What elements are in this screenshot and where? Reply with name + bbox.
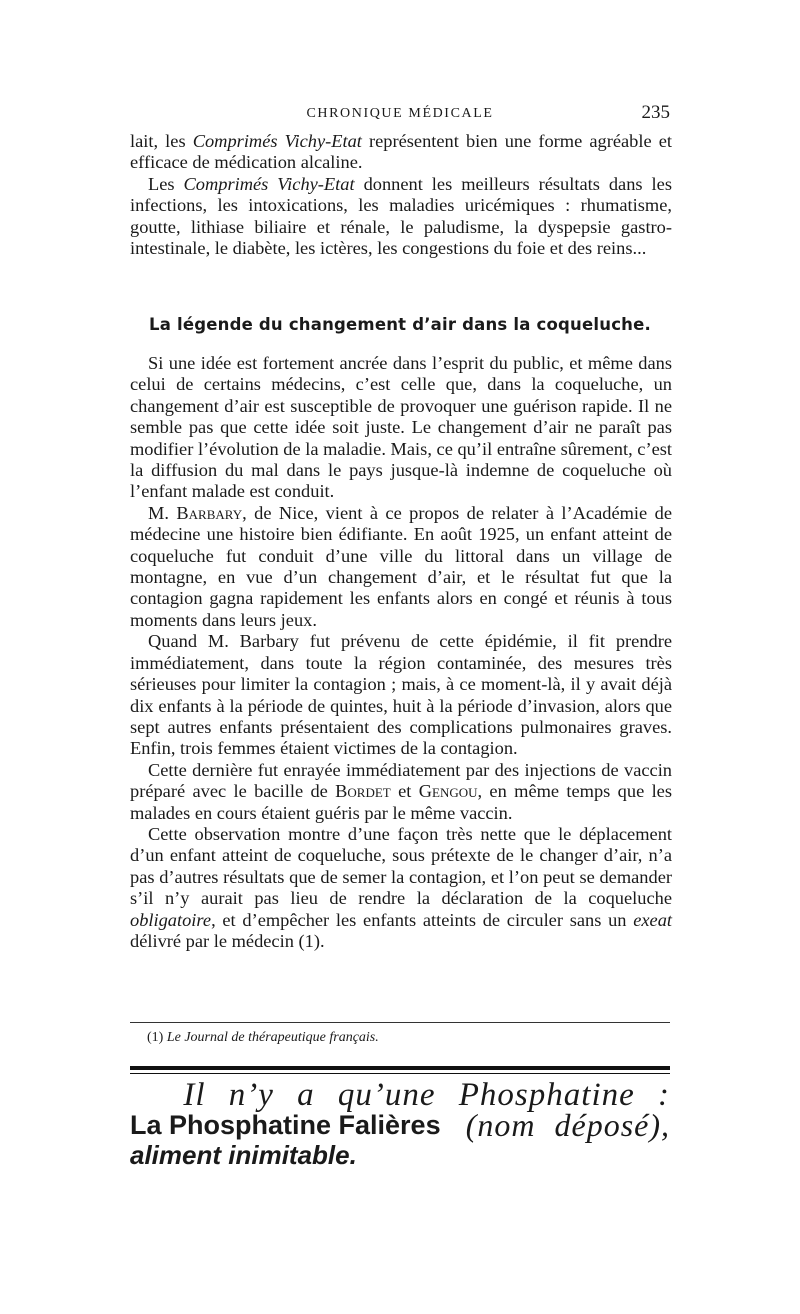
advert-trademark-note: (nom déposé), bbox=[465, 1107, 670, 1143]
section-paragraph-3: Quand M. Barbary fut prévenu de cette épidémie, il fit prendre immédiatement, dans toute la région contaminée, des mesures très sérieuses pour limiter la contagion ; mais, à ce moment-là, il y avait déjà dix enfants à la période de quintes, huit à la période d’invasion, alors que sept autres enfants présentaient des complications pulmonaires graves. Enfin, trois femmes étaient victimes de la contagion. bbox=[130, 631, 672, 759]
intro-paragraph-2: Les Comprimés Vichy-Etat donnent les meilleurs résultats dans les infections, les intoxications, les maladies uricémiques : rhumatisme, goutte, lithiase biliaire et rénale, le paludisme, la dyspepsie gastro-intestinale, le diabète, les ictères, les congestions du foie et des reins... bbox=[130, 173, 672, 259]
advert-rule-thick bbox=[130, 1066, 670, 1070]
running-header bbox=[130, 102, 670, 130]
footnote: (1) Le Journal de thérapeutique français. bbox=[147, 1030, 379, 1045]
advert-line-3: aliment inimitable. bbox=[130, 1140, 357, 1170]
footnote-rule bbox=[130, 1022, 670, 1023]
advert-rule-thin bbox=[130, 1073, 670, 1074]
advert-brand: La Phosphatine Falières bbox=[130, 1110, 441, 1140]
section-paragraph-5: Cette observation montre d’une façon très nette que le déplacement d’un enfant atteint de coqueluche, sous prétexte de le changer d’air, n’a pas d’autres résultats que de semer la contagion, et l’on peut se demander s’il n’y aurait pas lieu de rendre la déclaration de la coqueluche obligatoire, et d’empêcher les enfants atteints de circuler sans un exeat délivré par le médecin (1). bbox=[130, 823, 672, 951]
section-paragraph-1: Si une idée est fortement ancrée dans l’esprit du public, et même dans celui de certains médecins, c’est celle que, dans la coqueluche, un changement d’air est susceptible de provoquer une guérison rapide. Il ne semble pas que cette idée soit juste. Le changement d’air ne paraît pas modifier l’évolution de la maladie. Mais, ce qu’il entraîne sûrement, c’est la diffusion du mal dans le pays jusque-là indemne de coqueluche où l’enfant malade est conduit. bbox=[130, 353, 672, 502]
advert-line-1: Il n’y a qu’une Phosphatine : bbox=[183, 1077, 670, 1113]
section-paragraph-2: M. Barbary, de Nice, vient à ce propos de relater à l’Académie de médecine une histoire bien édifiante. En août 1925, un enfant atteint de coqueluche fut conduit d’une ville du littoral dans un village de montagne, en vue d’un changement d’air, et le résultat fut que la contagion gagna rapidement les enfants alors en congé et réunis à tous moments dans leurs jeux. bbox=[130, 502, 672, 630]
running-title: CHRONIQUE MÉDICALE bbox=[306, 106, 494, 121]
intro-paragraph-1: lait, les Comprimés Vichy-Etat représentent bien une forme agréable et efficace de médication alcaline. bbox=[130, 131, 672, 173]
section-body bbox=[130, 353, 672, 952]
section-heading: La légende du changement d’air dans la coqueluche. bbox=[148, 315, 651, 334]
intro-text bbox=[130, 131, 672, 259]
page-number: 235 bbox=[641, 102, 670, 123]
section-paragraph-4: Cette dernière fut enrayée immédiatement par des injections de vaccin préparé avec le bacille de Bordet et Gengou, en même temps que les malades en cours étaient guéris par le même vaccin. bbox=[130, 759, 672, 823]
